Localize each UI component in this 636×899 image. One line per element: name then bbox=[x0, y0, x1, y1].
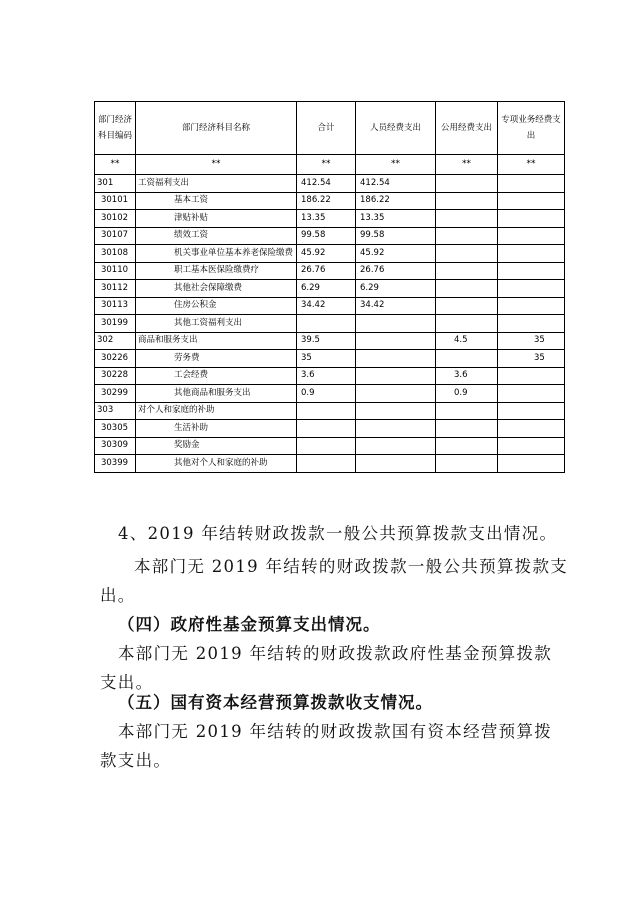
cell-public bbox=[436, 402, 498, 420]
cell-special bbox=[498, 192, 565, 210]
cell-code: 30226 bbox=[95, 350, 136, 368]
cell-total: 0.9 bbox=[297, 385, 356, 403]
cell-personnel: 34.42 bbox=[356, 297, 436, 315]
cell-name: 基本工资 bbox=[136, 192, 297, 210]
cell-public: 3.6 bbox=[436, 367, 498, 385]
cell-name: 对个人和家庭的补助 bbox=[136, 402, 297, 420]
cell-personnel: 13.35 bbox=[356, 210, 436, 228]
cell-special bbox=[498, 455, 565, 473]
table-row bbox=[95, 437, 565, 455]
header-special: 专项业务经费支出 bbox=[498, 102, 565, 155]
cell-code: 30299 bbox=[95, 385, 136, 403]
heading-section-4: （四）政府性基金预算支出情况。 bbox=[118, 615, 381, 634]
cell-public bbox=[436, 192, 498, 210]
cell-special bbox=[498, 420, 565, 438]
cell-name: 机关事业单位基本养老保险缴费 bbox=[136, 245, 297, 263]
cell-code: 30102 bbox=[95, 210, 136, 228]
cell-public bbox=[436, 245, 498, 263]
cell-public bbox=[436, 350, 498, 368]
cell-code: 30107 bbox=[95, 227, 136, 245]
table-row bbox=[95, 210, 565, 228]
table-row bbox=[95, 262, 565, 280]
table-header-row bbox=[95, 102, 565, 155]
cell-code: 301 bbox=[95, 175, 136, 193]
cell-total bbox=[297, 402, 356, 420]
cell-public: 4.5 bbox=[436, 332, 498, 350]
cell-public bbox=[436, 315, 498, 333]
cell-code: 30305 bbox=[95, 420, 136, 438]
expenditure-table bbox=[94, 101, 565, 473]
table-row bbox=[95, 227, 565, 245]
paragraph-capital-budget-line2: 款支出。 bbox=[100, 751, 172, 770]
cell-public bbox=[436, 280, 498, 298]
cell-public bbox=[436, 175, 498, 193]
cell-code: 30309 bbox=[95, 437, 136, 455]
paragraph-fund-budget-line1: 本部门无 2019 年结转的财政拨款政府性基金预算拨款 bbox=[118, 644, 553, 663]
cell-name: 住房公积金 bbox=[136, 297, 297, 315]
table-row bbox=[95, 367, 565, 385]
star-cell: ** bbox=[436, 155, 498, 175]
cell-special bbox=[498, 315, 565, 333]
cell-personnel bbox=[356, 455, 436, 473]
table-row bbox=[95, 420, 565, 438]
cell-total: 6.29 bbox=[297, 280, 356, 298]
cell-name: 其他商品和服务支出 bbox=[136, 385, 297, 403]
cell-code: 30110 bbox=[95, 262, 136, 280]
cell-special: 35 bbox=[498, 350, 565, 368]
cell-special bbox=[498, 367, 565, 385]
paragraph-4: 4、2019 年结转财政拨款一般公共预算拨款支出情况。 bbox=[118, 524, 558, 543]
cell-personnel bbox=[356, 385, 436, 403]
cell-name: 职工基本医保险缴费疗 bbox=[136, 262, 297, 280]
cell-name: 商品和服务支出 bbox=[136, 332, 297, 350]
star-cell: ** bbox=[498, 155, 565, 175]
cell-total: 39.5 bbox=[297, 332, 356, 350]
cell-personnel bbox=[356, 437, 436, 455]
cell-total: 3.6 bbox=[297, 367, 356, 385]
cell-name: 绩效工资 bbox=[136, 227, 297, 245]
cell-name: 生活补助 bbox=[136, 420, 297, 438]
header-name: 部门经济科目名称 bbox=[136, 102, 297, 155]
table-row bbox=[95, 315, 565, 333]
cell-special bbox=[498, 280, 565, 298]
cell-personnel: 26.76 bbox=[356, 262, 436, 280]
cell-total: 186.22 bbox=[297, 192, 356, 210]
cell-code: 30113 bbox=[95, 297, 136, 315]
cell-name: 工会经费 bbox=[136, 367, 297, 385]
cell-public bbox=[436, 420, 498, 438]
cell-public bbox=[436, 210, 498, 228]
cell-public bbox=[436, 437, 498, 455]
header-personnel: 人员经费支出 bbox=[356, 102, 436, 155]
cell-special bbox=[498, 297, 565, 315]
cell-total bbox=[297, 420, 356, 438]
cell-name: 工资福利支出 bbox=[136, 175, 297, 193]
table-row bbox=[95, 280, 565, 298]
table-row bbox=[95, 455, 565, 473]
cell-special bbox=[498, 210, 565, 228]
star-cell: ** bbox=[356, 155, 436, 175]
paragraph-capital-budget-line1: 本部门无 2019 年结转的财政拨款国有资本经营预算拨 bbox=[118, 722, 553, 741]
cell-total bbox=[297, 315, 356, 333]
cell-public bbox=[436, 262, 498, 280]
table-row bbox=[95, 192, 565, 210]
cell-name: 奖励金 bbox=[136, 437, 297, 455]
table-row bbox=[95, 297, 565, 315]
cell-personnel bbox=[356, 402, 436, 420]
heading-section-5: （五）国有资本经营预算拨款收支情况。 bbox=[118, 693, 433, 712]
cell-code: 30101 bbox=[95, 192, 136, 210]
cell-personnel bbox=[356, 367, 436, 385]
cell-total: 26.76 bbox=[297, 262, 356, 280]
table-row bbox=[95, 385, 565, 403]
paragraph-general-budget-line1: 本部门无 2019 年结转的财政拨款一般公共预算拨款支 bbox=[134, 557, 569, 576]
cell-code: 30199 bbox=[95, 315, 136, 333]
cell-personnel: 186.22 bbox=[356, 192, 436, 210]
cell-public bbox=[436, 455, 498, 473]
cell-name: 其他社会保障缴费 bbox=[136, 280, 297, 298]
cell-special bbox=[498, 227, 565, 245]
cell-code: 302 bbox=[95, 332, 136, 350]
cell-total bbox=[297, 455, 356, 473]
cell-personnel bbox=[356, 315, 436, 333]
cell-name: 其他工资福利支出 bbox=[136, 315, 297, 333]
cell-special bbox=[498, 437, 565, 455]
cell-code: 30399 bbox=[95, 455, 136, 473]
cell-total: 99.58 bbox=[297, 227, 356, 245]
cell-code: 30112 bbox=[95, 280, 136, 298]
table-row bbox=[95, 332, 565, 350]
cell-total: 45.92 bbox=[297, 245, 356, 263]
cell-name: 津贴补贴 bbox=[136, 210, 297, 228]
cell-personnel: 6.29 bbox=[356, 280, 436, 298]
cell-special bbox=[498, 175, 565, 193]
cell-personnel bbox=[356, 420, 436, 438]
header-public: 公用经费支出 bbox=[436, 102, 498, 155]
table-row bbox=[95, 175, 565, 193]
cell-code: 30228 bbox=[95, 367, 136, 385]
table-row bbox=[95, 350, 565, 368]
paragraph-fund-budget-line2: 支出。 bbox=[100, 673, 154, 692]
star-cell: ** bbox=[136, 155, 297, 175]
cell-special: 35 bbox=[498, 332, 565, 350]
table-row bbox=[95, 245, 565, 263]
paragraph-general-budget-line2: 出。 bbox=[100, 586, 136, 605]
cell-total bbox=[297, 437, 356, 455]
cell-special bbox=[498, 402, 565, 420]
star-cell: ** bbox=[95, 155, 136, 175]
cell-public bbox=[436, 297, 498, 315]
expenditure-table-wrap bbox=[94, 101, 565, 473]
cell-total: 13.35 bbox=[297, 210, 356, 228]
cell-personnel: 412.54 bbox=[356, 175, 436, 193]
star-cell: ** bbox=[297, 155, 356, 175]
cell-total: 35 bbox=[297, 350, 356, 368]
cell-total: 412.54 bbox=[297, 175, 356, 193]
cell-name: 劳务费 bbox=[136, 350, 297, 368]
header-total: 合计 bbox=[297, 102, 356, 155]
cell-personnel bbox=[356, 332, 436, 350]
star-row bbox=[95, 155, 565, 175]
cell-total: 34.42 bbox=[297, 297, 356, 315]
cell-special bbox=[498, 245, 565, 263]
cell-public bbox=[436, 227, 498, 245]
cell-code: 30108 bbox=[95, 245, 136, 263]
cell-name: 其他对个人和家庭的补助 bbox=[136, 455, 297, 473]
cell-special bbox=[498, 385, 565, 403]
cell-personnel bbox=[356, 350, 436, 368]
cell-code: 303 bbox=[95, 402, 136, 420]
cell-public: 0.9 bbox=[436, 385, 498, 403]
cell-personnel: 99.58 bbox=[356, 227, 436, 245]
header-code: 部门经济科目编码 bbox=[95, 102, 136, 155]
cell-special bbox=[498, 262, 565, 280]
cell-personnel: 45.92 bbox=[356, 245, 436, 263]
table-row bbox=[95, 402, 565, 420]
